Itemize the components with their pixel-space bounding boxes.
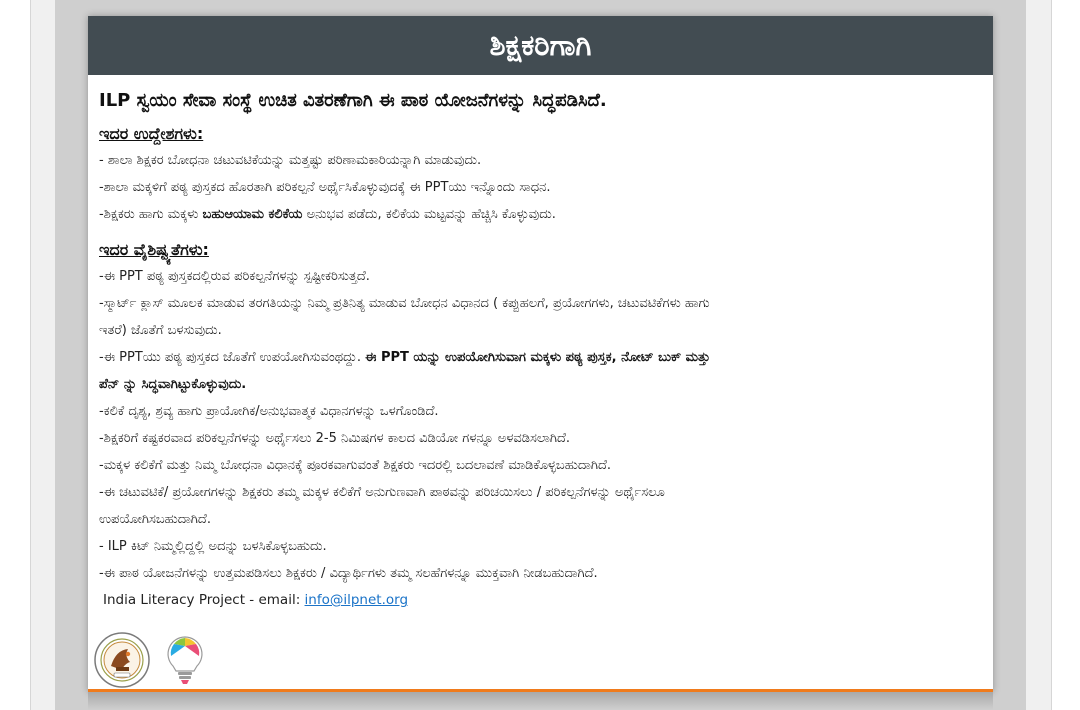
objectives-heading: ಇದರ ಉದ್ದೇಶಗಳು:	[99, 124, 204, 144]
feature-text: -ಈ PPTಯು ಪಠ್ಯ ಪುಸ್ತಕದ ಜೊತೆಗೆ ಉಪಯೋಗಿಸುವಂಥದ್ದು.	[99, 349, 366, 365]
page-bottom-shadow	[88, 692, 993, 710]
objective-bold-text: ಬಹುಆಯಾಮ ಕಲಿಕೆಯ	[202, 207, 303, 223]
feature-bold-text: ಪೆನ್ ನ್ನು ಸಿದ್ಧವಾಗಿಟ್ಟುಕೊಳ್ಳುವುದು.	[99, 376, 247, 392]
ilp-seal-logo-icon	[94, 632, 150, 692]
contact-line	[103, 587, 982, 614]
feature-item	[99, 344, 982, 371]
feature-item: -ಕಲಿಕೆ ದೃಶ್ಯ, ಶ್ರವ್ಯ ಹಾಗು ಪ್ರಾಯೋಗಿಕ/ಅನುಭವಾತ್ಮಕ ವಿಧಾನಗಳನ್ನು ಒಳಗೊಂಡಿದೆ.	[99, 403, 439, 419]
objective-item: - ಶಾಲಾ ಶಿಕ್ಷಕರ ಬೋಧನಾ ಚಟುವಟಿಕೆಯನ್ನು ಮತ್ತಷ್ಟು ಪರಿಣಾಮಕಾರಿಯನ್ನಾಗಿ ಮಾಡುವುದು.	[99, 153, 482, 169]
feature-item: - ILP ಕಿಟ್ ನಿಮ್ಮಲ್ಲಿದ್ದಲ್ಲಿ ಅದನ್ನು ಬಳಸಿಕೊಳ್ಳಬಹುದು.	[99, 538, 327, 554]
feature-item: -ಈ PPT ಪಠ್ಯ ಪುಸ್ತಕದಲ್ಲಿರುವ ಪರಿಕಲ್ಪನೆಗಳನ್ನು ಸ್ಪಷ್ಟೀಕರಿಸುತ್ತದೆ.	[99, 268, 370, 284]
feature-item: -ಸ್ಮಾರ್ಟ್ ಕ್ಲಾಸ್ ಮೂಲಕ ಮಾಡುವ ತರಗತಿಯನ್ನು ನಿಮ್ಮ ಪ್ರತಿನಿತ್ಯ ಮಾಡುವ ಬೋಧನ ವಿಧಾನದ ( ಕಪ್ಪುಹಲಗೆ, ಪ್ರಯೋಗಗಳು, ಚಟುವಟಿಕೆಗಳು ಹಾಗು	[99, 295, 710, 311]
document-page	[88, 16, 993, 692]
objective-text: -ಶಿಕ್ಷಕರು ಹಾಗು ಮಕ್ಕಳು	[99, 207, 203, 223]
feature-item: -ಮಕ್ಕಳ ಕಲಿಕೆಗೆ ಮತ್ತು ನಿಮ್ಮ ಬೋಧನಾ ವಿಧಾನಕ್ಕೆ ಪೂರಕವಾಗುವಂತೆ ಶಿಕ್ಷಕರು ಇದರಲ್ಲಿ ಬದಲಾವಣೆ ಮಾಡಿಕೊಳ್ಳಬಹುದಾಗಿದೆ.	[99, 457, 612, 473]
contact-label: India Literacy Project - email:	[103, 591, 305, 608]
feature-item-continued: ಇತರೆ) ಜೊತೆಗೆ ಬಳಸುವುದು.	[99, 322, 222, 338]
title-band	[88, 16, 993, 75]
feature-item-continued	[99, 371, 982, 398]
features-heading: ಇದರ ವೈಶಿಷ್ಟ್ಯತೆಗಳು:	[99, 240, 209, 260]
feature-item-continued: ಉಪಯೋಗಿಸಬಹುದಾಗಿದೆ.	[99, 511, 211, 527]
email-link[interactable]: info@ilpnet.org	[304, 591, 409, 608]
feature-item: -ಈ ಪಾಠ ಯೋಜನೆಗಳನ್ನು ಉತ್ತಮಪಡಿಸಲು ಶಿಕ್ಷಕರು / ವಿದ್ಯಾರ್ಥಿಗಳು ತಮ್ಮ ಸಲಹೆಗಳನ್ನೂ ಮುಕ್ತವಾಗಿ ನೀಡಬಹುದಾಗಿದೆ.	[99, 565, 598, 581]
lightbulb-logo-icon	[164, 634, 206, 690]
feature-item: -ಈ ಚಟುವಟಿಕೆ/ ಪ್ರಯೋಗಗಳನ್ನು ಶಿಕ್ಷಕರು ತಮ್ಮ ಮಕ್ಕಳ ಕಲಿಕೆಗೆ ಅನುಗುಣವಾಗಿ ಪಾಠವನ್ನು ಪರಿಚಯಿಸಲು / ಪರಿಕಲ್ಪನೆಗಳನ್ನು ಅರ್ಥೈಸಲೂ	[99, 484, 665, 500]
objective-item	[99, 201, 982, 228]
intro-text: ILP ಸ್ವಯಂ ಸೇವಾ ಸಂಸ್ಥೆ ಉಚಿತ ವಿತರಣೆಗಾಗಿ ಈ ಪಾಠ ಯೋಜನೆಗಳನ್ನು ಸಿದ್ಧಪಡಿಸಿದೆ.	[99, 90, 607, 111]
objective-item: -ಶಾಲಾ ಮಕ್ಕಳಿಗೆ ಪಠ್ಯ ಪುಸ್ತಕದ ಹೊರತಾಗಿ ಪರಿಕಲ್ಪನೆ ಅರ್ಥೈಸಿಕೊಳ್ಳುವುದಕ್ಕೆ ಈ PPTಯು ಇನ್ನೊಂದು ಸಾಧನ.	[99, 180, 551, 196]
logos-row	[94, 632, 206, 692]
feature-bold-text: ಈ PPT ಯನ್ನು ಉಪಯೋಗಿಸುವಾಗ ಮಕ್ಕಳು ಪಠ್ಯ ಪುಸ್ತಕ, ನೋಟ್ ಬುಕ್ ಮತ್ತು	[365, 349, 711, 365]
page-content	[88, 89, 993, 614]
objective-text: ಅನುಭವ ಪಡೆದು, ಕಲಿಕೆಯ ಮಟ್ಟವನ್ನು ಹೆಚ್ಚಿಸಿ ಕೊಳ್ಳುವುದು.	[302, 207, 556, 223]
feature-item: -ಶಿಕ್ಷಕರಿಗೆ ಕಷ್ಟಕರವಾದ ಪರಿಕಲ್ಪನೆಗಳನ್ನು ಅರ್ಥೈಸಲು 2-5 ನಿಮಿಷಗಳ ಕಾಲದ ವಿಡಿಯೋ ಗಳನ್ನೂ ಅಳವಡಿಸಲಾಗಿದೆ.	[99, 430, 571, 446]
page-title: ಶಿಕ್ಷಕರಿಗಾಗಿ	[489, 28, 592, 62]
